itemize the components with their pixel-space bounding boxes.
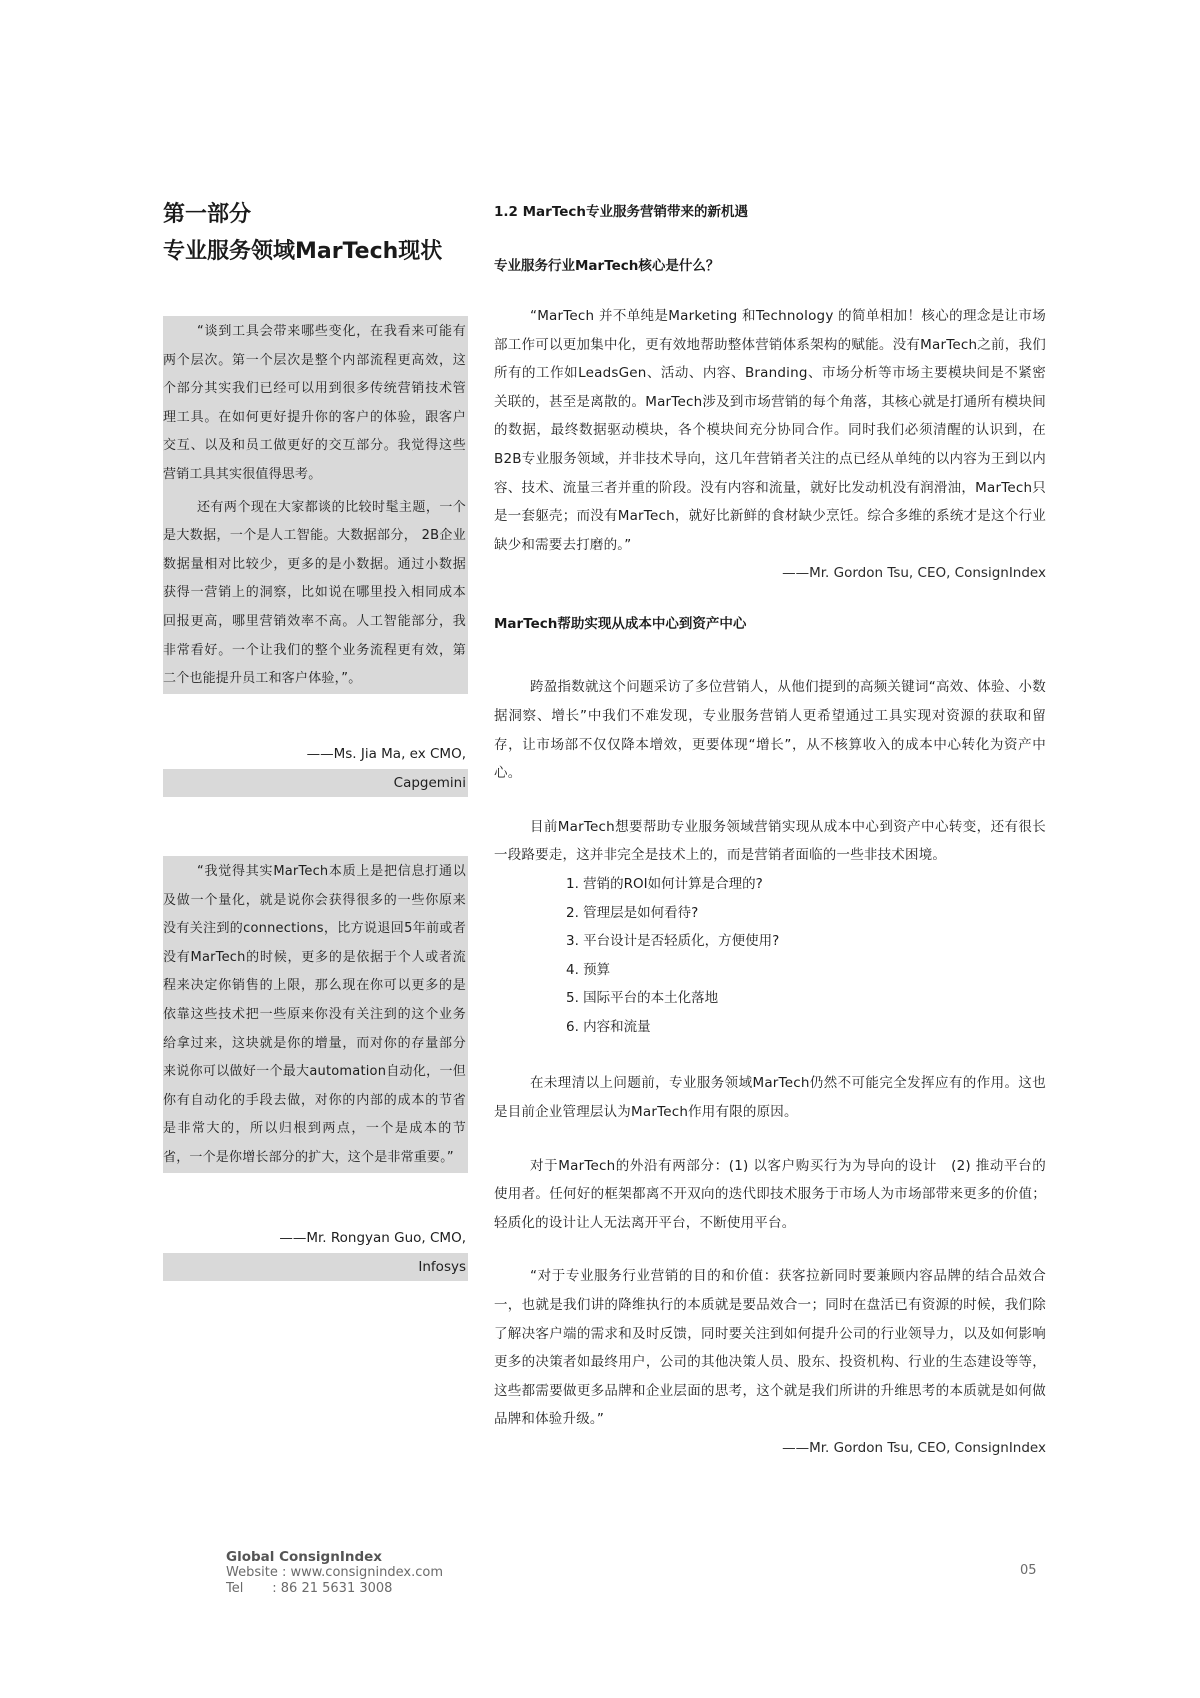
quote-attribution-rongyan-guo <box>163 1224 468 1281</box>
left-column <box>163 196 468 270</box>
part-title-line2: 专业服务领域MarTech现状 <box>163 239 443 264</box>
list-item: 1. 营销的ROI如何计算是合理的? <box>566 875 763 892</box>
quote-block-rongyan-guo <box>163 856 468 1173</box>
paragraph-unresolved: 在未理清以上问题前，专业服务领域MarTech仍然不可能完全发挥应有的作用。这也是目前企业管理层认为MarTech作用有限的原因。 <box>494 1075 1046 1121</box>
signature-gordon-1: ——Mr. Gordon Tsu, CEO, ConsignIndex <box>782 565 1046 582</box>
quote-block-jia-ma <box>163 316 468 694</box>
list-item: 2. 管理层是如何看待? <box>566 904 699 921</box>
paragraph-current-state: 目前MarTech想要帮助专业服务领域营销实现从成本中心到资产中心转变，还有很长一段路要走，这并非完全是技术上的，而是营销者面临的一些非技术困境。 <box>494 818 1046 864</box>
quote-paragraph-gordon-1: “MarTech 并不单纯是Marketing 和Technology 的简单相加！核心的理念是让市场部工作可以更加集中化，更有效地帮助整体营销体系架构的赋能。没有MarTech之前，我们所有的工作如LeadsGen、活动、内容、Branding、市场分析等市场主要模块间是不紧密关联的，甚至是离散的。MarTech涉及到市场营销的每个角落，其核心就是打通所有模块间的数据，最终数据驱动模块，各个模块间充分协同合作。同时我们必须清醒的认识到，在B2B专业服务领域，并非技术导向，这几年营销者关注的点已经从单纯的以内容为王到以内容、技术、流量三者并重的阶段。没有内容和流量，就好比发动机没有润滑油，MarTech只是一套躯壳；而没有MarTech，就好比新鲜的食材缺少烹饪。综合多维的系统才是这个行业缺少和需要去打磨的。” <box>494 308 1046 553</box>
page-number: 05 <box>1020 1563 1037 1578</box>
quote-text: “我觉得其实MarTech本质上是把信息打通以及做一个量化，就是说你会获得很多的一些你原来没有关注到的connections，比方说退回5年前或者没有MarTech的时候，更多的是依据于个人或者流程来决定你销售的上限，那么现在你可以更多的是依靠这些技术把一些原来你没有关注到的这个业务给拿过来，这块就是你的增量，而对你的存量部分来说你可以做好一个最大automation自动化，一但你有自动化的手段去做，对你的内部的成本的节省是非常大的，所以归根到两点，一个是成本的节省，一个是你增长部分的扩大，这个是非常重要。” <box>163 864 466 1165</box>
quote-text-continued: 还有两个现在大家都谈的比较时髦主题，一个是大数据，一个是人工智能。大数据部分， 2B企业数据量相对比较少，更多的是小数据。通过小数据获得一营销上的洞察，比如说在哪里投入相同成本回报更高，哪里营销效率不高。人工智能部分，我非常看好。一个让我们的整个业务流程更有效，第二个也能提升员工和客户体验，”。 <box>163 499 466 687</box>
attribution-name: ——Ms. Jia Ma, ex CMO, <box>163 740 468 769</box>
issue-list <box>494 870 1046 1042</box>
list-item: 3. 平台设计是否轻质化，方便使用? <box>566 933 780 950</box>
signature-gordon-2: ——Mr. Gordon Tsu, CEO, ConsignIndex <box>782 1440 1046 1456</box>
footer-contact <box>226 1549 486 1597</box>
list-item: 6. 内容和流量 <box>566 1018 651 1035</box>
attribution-company: Capgemini <box>393 774 466 791</box>
attribution-name: ——Mr. Rongyan Guo, CMO, <box>163 1224 468 1253</box>
list-item: 4. 预算 <box>566 961 611 978</box>
footer-website: Website : www.consignindex.com <box>226 1565 443 1580</box>
right-column <box>494 201 1046 1460</box>
paragraph-interviews: 跨盈指数就这个问题采访了多位营销人，从他们提到的高频关键词“高效、体验、小数据洞察、增长”中我们不难发现，专业服务营销人更希望通过工具实现对资源的获取和留存，让市场部不仅仅降本增效，更要体现“增长”，从不核算收入的成本中心转化为资产中心。 <box>494 679 1046 782</box>
quote-text: “谈到工具会带来哪些变化，在我看来可能有两个层次。第一个层次是整个内部流程更高效，这个部分其实我们已经可以用到很多传统营销技术管理工具。在如何更好提升你的客户的体验，跟客户交互、以及和员工做更好的交互部分。我觉得这些营销工具其实很值得思考。 <box>163 324 466 482</box>
quote-paragraph-gordon-2: “对于专业服务行业营销的目的和价值：获客拉新同时要兼顾内容品牌的结合品效合一，也就是我们讲的降维执行的本质就是要品效合一；同时在盘活已有资源的时候，我们除了解决客户端的需求和及时反馈，同时要关注到如何提升公司的行业领导力，以及如何影响更多的决策者如最终用户，公司的其他决策人员、股东、投资机构、行业的生态建设等等，这些都需要做更多品牌和企业层面的思考，这个就是我们所讲的升维思考的本质就是如何做品牌和体验升级。” <box>494 1268 1046 1428</box>
footer-telephone: Tel : 86 21 5631 3008 <box>226 1581 393 1596</box>
part-title-line1: 第一部分 <box>163 202 252 227</box>
list-item: 5. 国际平台的本土化落地 <box>566 990 719 1007</box>
section-title: 1.2 MarTech专业服务营销带来的新机遇 <box>494 204 749 220</box>
quote-attribution-jia-ma <box>163 740 468 797</box>
subheading-core: 专业服务行业MarTech核心是什么？ <box>494 258 720 274</box>
attribution-company: Infosys <box>418 1258 466 1275</box>
paragraph-extension: 对于MarTech的外沿有两部分：(1) 以客户购买行为为导向的设计 (2) 推动平台的使用者。任何好的框架都离不开双向的迭代即技术服务于市场人为市场部带来更多的价值；轻质化的设计让人无法离开平台，不断使用平台。 <box>494 1157 1046 1231</box>
subheading-cost-to-asset: MarTech帮助实现从成本中心到资产中心 <box>494 616 747 633</box>
footer-organization: Global ConsignIndex <box>226 1549 382 1565</box>
